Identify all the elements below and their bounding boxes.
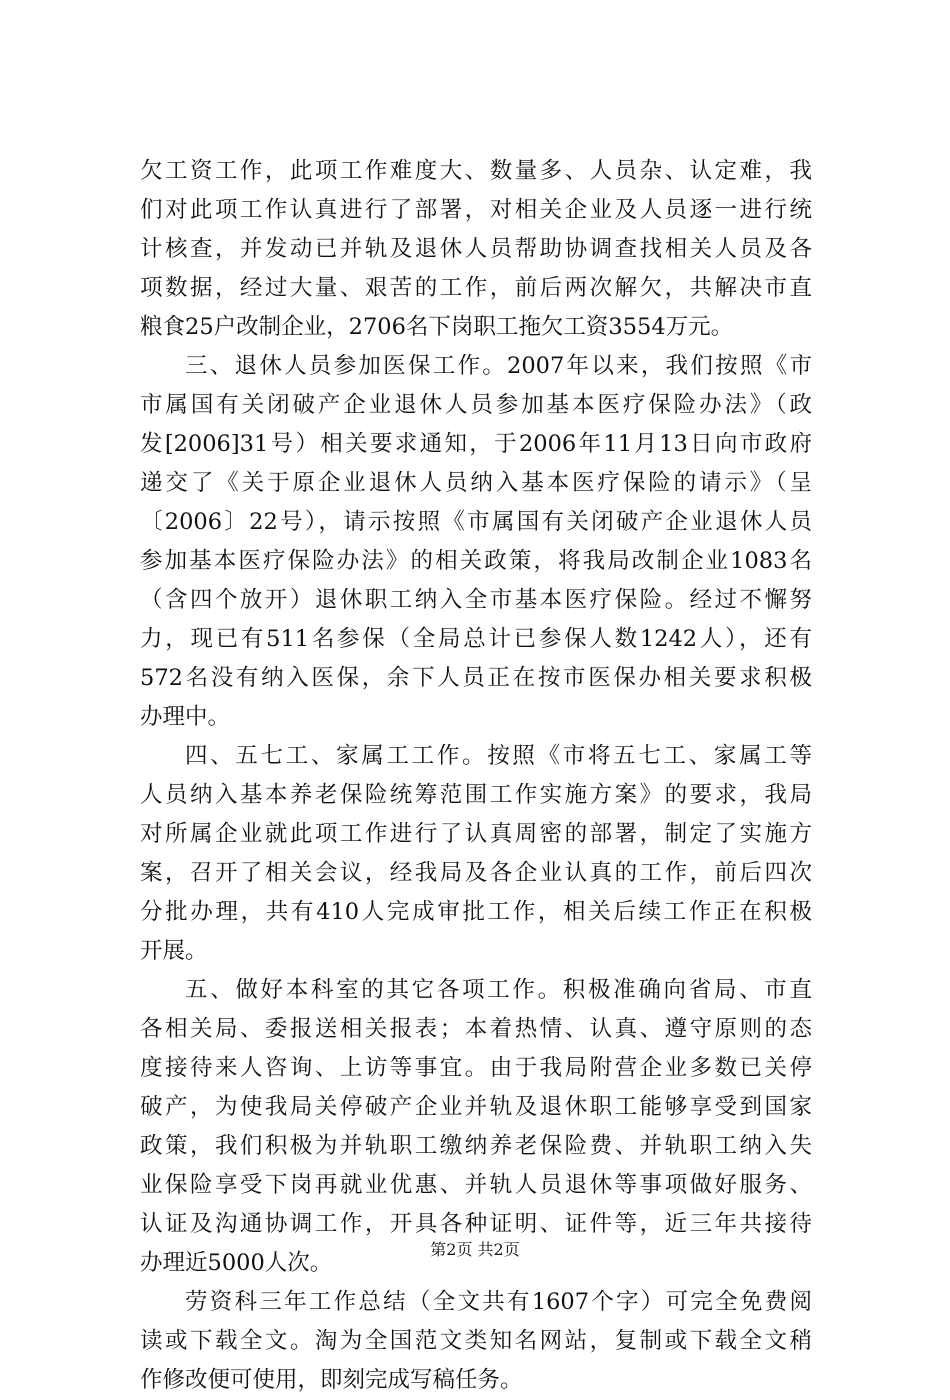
text-line: （含四个放开）退休职工纳入全市基本医疗保险。经过不懈努 (140, 587, 812, 613)
text-line: 分批办理，共有410人完成审批工作，相关后续工作正在积极 (140, 899, 812, 925)
text-line: 们对此项工作认真进行了部署，对相关企业及人员逐一进行统 (140, 197, 812, 223)
text-line: 办理中。 (140, 704, 231, 730)
paragraph-4 (140, 971, 812, 1283)
text-line: 读或下载全文。淘为全国范文类知名网站，复制或下载全文稍 (140, 1328, 812, 1354)
paragraph-3 (140, 737, 812, 971)
text-line: 作修改便可使用，即刻完成写稿任务。 (140, 1367, 523, 1393)
text-line: 力，现已有511名参保（全局总计已参保人数1242人），还有 (140, 626, 812, 652)
text-line: 粮食25户改制企业，2706名下岗职工拖欠工资3554万元。 (140, 314, 734, 340)
document-body (140, 152, 812, 1400)
text-line: 破产，为使我局关停破产企业并轨及退休职工能够享受到国家 (140, 1094, 812, 1120)
text-line: 572名没有纳入医保，余下人员正在按市医保办相关要求积极 (140, 665, 812, 691)
text-line: 劳资科三年工作总结（全文共有1607个字）可完全免费阅 (185, 1289, 812, 1315)
text-line: 四、五七工、家属工工作。按照《市将五七工、家属工等 (185, 743, 812, 769)
paragraph-5 (140, 1283, 812, 1400)
text-line: 五、做好本科室的其它各项工作。积极准确向省局、市直 (185, 977, 812, 1003)
text-line: 欠工资工作，此项工作难度大、数量多、人员杂、认定难，我 (140, 158, 812, 184)
text-line: 政策，我们积极为并轨职工缴纳养老保险费、并轨职工纳入失 (140, 1133, 812, 1159)
text-line: 〔2006〕22号），请示按照《市属国有关闭破产企业退休人员 (140, 509, 812, 535)
text-line: 办理近5000人次。 (140, 1250, 333, 1276)
page-number-footer: 第2页 共2页 (430, 1240, 520, 1259)
text-line: 项数据，经过大量、艰苦的工作，前后两次解欠，共解决市直 (140, 275, 812, 301)
text-line: 度接待来人咨询、上访等事宜。由于我局附营企业多数已关停 (140, 1055, 812, 1081)
text-line: 递交了《关于原企业退休人员纳入基本医疗保险的请示》（呈 (140, 470, 812, 496)
text-line: 各相关局、委报送相关报表；本着热情、认真、遵守原则的态 (140, 1016, 812, 1042)
text-line: 人员纳入基本养老保险统筹范围工作实施方案》的要求，我局 (140, 782, 812, 808)
text-line: 认证及沟通协调工作，开具各种证明、证件等，近三年共接待 (140, 1211, 812, 1237)
text-line: 参加基本医疗保险办法》的相关政策，将我局改制企业1083名 (140, 548, 812, 574)
paragraph-2 (140, 347, 812, 737)
text-line: 三、退休人员参加医保工作。2007年以来，我们按照《市 (185, 353, 812, 379)
text-line: 发[2006]31号）相关要求通知，于2006年11月13日向市政府 (140, 431, 812, 457)
text-line: 案，召开了相关会议，经我局及各企业认真的工作，前后四次 (140, 860, 812, 886)
text-line: 对所属企业就此项工作进行了认真周密的部署，制定了实施方 (140, 821, 812, 847)
text-line: 业保险享受下岗再就业优惠、并轨人员退休等事项做好服务、 (140, 1172, 812, 1198)
text-line: 开展。 (140, 938, 208, 964)
paragraph-1 (140, 152, 812, 347)
text-line: 市属国有关闭破产企业退休人员参加基本医疗保险办法》（政 (140, 392, 812, 418)
text-line: 计核查，并发动已并轨及退休人员帮助协调查找相关人员及各 (140, 236, 812, 262)
